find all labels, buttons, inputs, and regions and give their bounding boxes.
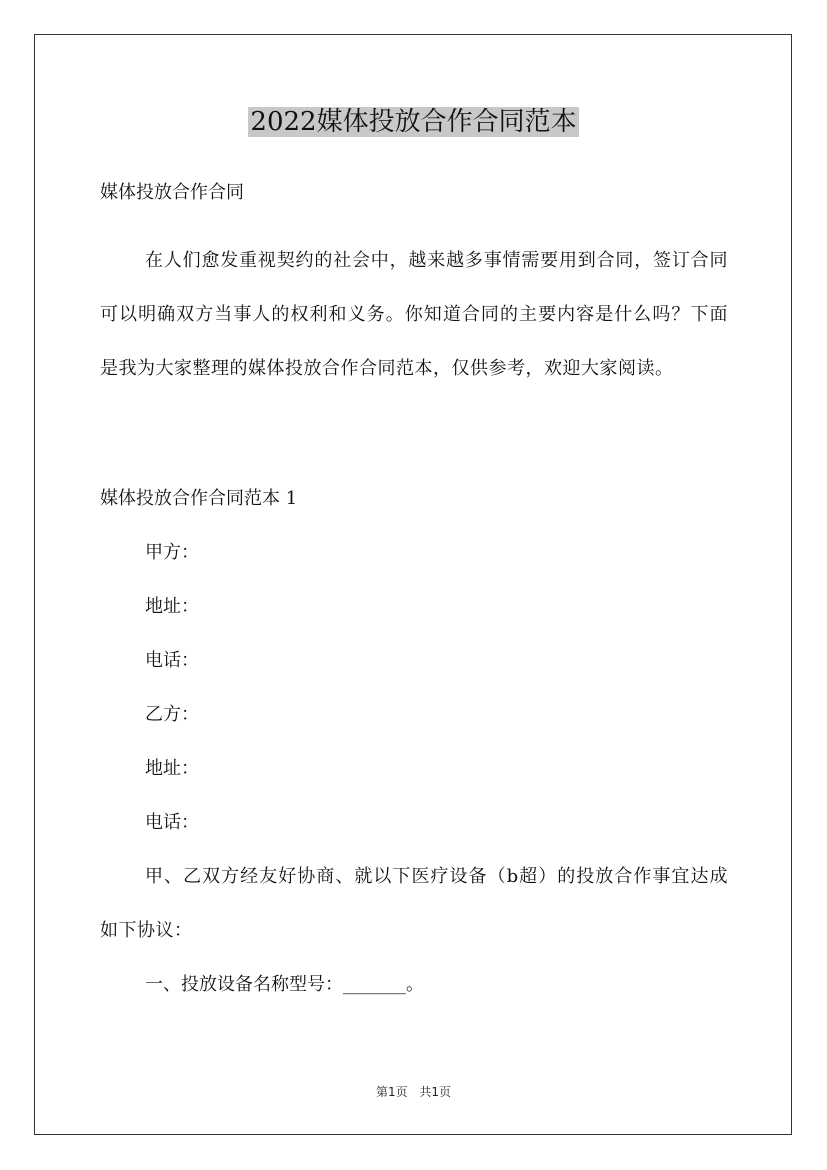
document-body [100,178,728,1012]
document-title-text: 2022媒体投放合作合同范本 [250,107,577,137]
page-number-current: 第1页 [375,1085,408,1099]
page-number-total: 共1页 [419,1085,452,1099]
document-title [0,103,827,141]
document-subtitle: 媒体投放合作合同 [100,182,244,203]
agreement-paragraph: 甲、乙双方经友好协商、就以下医疗设备（b超）的投放合作事宜达成如下协议： [100,866,728,941]
party-b-phone-field: 电话： [145,812,199,833]
page-footer [0,1083,827,1101]
section-gap [100,396,728,484]
party-fields [100,526,728,850]
party-b-address-field: 地址： [145,758,199,779]
party-a-address-field: 地址： [145,596,199,617]
clause-1: 一、投放设备名称型号：_______。 [145,974,424,995]
party-a-field: 甲方： [145,542,199,563]
intro-paragraph: 在人们愈发重视契约的社会中，越来越多事情需要用到合同，签订合同可以明确双方当事人的权利和义务。你知道合同的主要内容是什么吗？下面是我为大家整理的媒体投放合作合同范本，仅供参考，欢迎大家阅读。 [100,250,728,379]
section-title: 媒体投放合作合同范本 1 [100,488,298,509]
party-b-field: 乙方： [145,704,199,725]
party-a-phone-field: 电话： [145,650,199,671]
